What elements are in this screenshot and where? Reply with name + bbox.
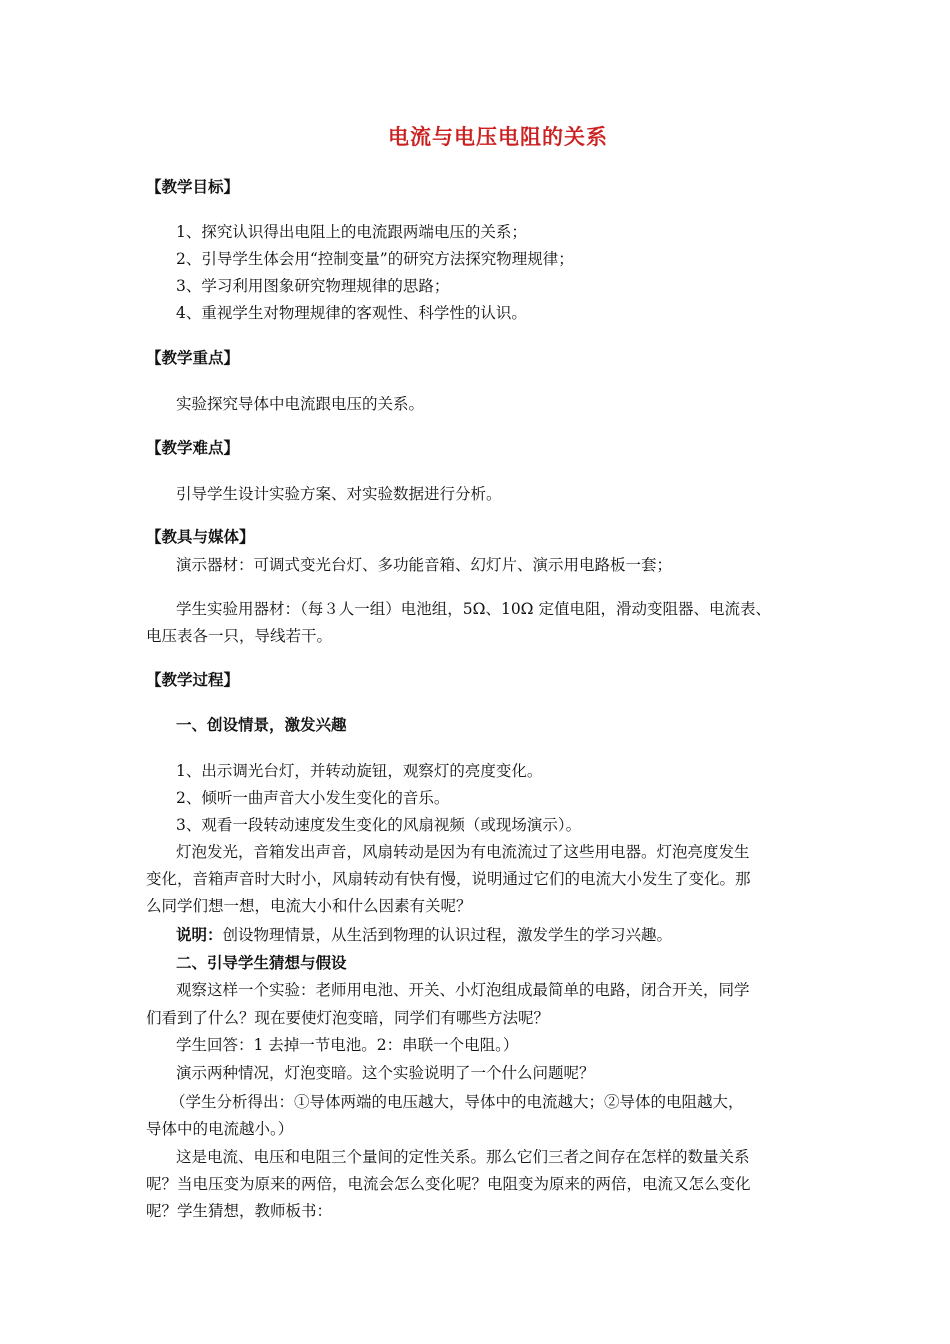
part1-item-1: 1、出示调光台灯，并转动旋钮，观察灯的亮度变化。 <box>176 762 543 780</box>
objective-item-2: 2、引导学生体会用“控制变量”的研究方法探究物理规律； <box>176 250 574 268</box>
part2-obs-line-1: 观察这样一个实验：老师用电池、开关、小灯泡组成最简单的电路，闭合开关，同学 <box>176 981 750 999</box>
objective-item-4: 4、重视学生对物理规律的客观性、科学性的认识。 <box>176 304 527 322</box>
objective-item-1: 1、探究认识得出电阻上的电流跟两端电压的关系； <box>176 223 527 241</box>
heading-key-points: 【教学重点】 <box>146 349 240 367</box>
materials-demo: 演示器材：可调式变光台灯、多功能音箱、幻灯片、演示用电路板一套； <box>176 556 673 574</box>
part2-answer: 学生回答：1 去掉一节电池。2：串联一个电阻。） <box>176 1036 519 1054</box>
part2-final-line-1: 这是电流、电压和电阻三个量间的定性关系。那么它们三者之间存在怎样的数量关系 <box>176 1148 750 1166</box>
part1-para-line-3: 么同学们想一想，电流大小和什么因素有关呢？ <box>146 897 472 915</box>
part1-para-line-1: 灯泡发光，音箱发出声音，风扇转动是因为有电流流过了这些用电器。灯泡亮度发生 <box>176 843 750 861</box>
objective-item-3: 3、学习利用图象研究物理规律的思路； <box>176 277 450 295</box>
materials-student-line-2: 电压表各一只，导线若干。 <box>146 627 333 645</box>
heading-materials: 【教具与媒体】 <box>146 528 255 546</box>
note-label: 说明： <box>176 926 223 944</box>
note-text: 创设物理情景，从生活到物理的认识过程，激发学生的学习兴趣。 <box>222 926 673 944</box>
heading-difficulties: 【教学难点】 <box>146 439 240 457</box>
part2-title: 二、引导学生猜想与假设 <box>176 954 347 972</box>
key-points-text: 实验探究导体中电流跟电压的关系。 <box>176 395 425 413</box>
heading-process: 【教学过程】 <box>146 671 240 689</box>
part1-item-3: 3、观看一段转动速度发生变化的风扇视频（或现场演示）。 <box>176 816 582 834</box>
part2-obs-line-2: 们看到了什么？现在要使灯泡变暗，同学们有哪些方法呢？ <box>146 1009 550 1027</box>
part2-final-line-3: 呢？学生猜想，教师板书： <box>146 1202 333 1220</box>
materials-student-line-1: 学生实验用器材：（每３人一组）电池组，5Ω、10Ω 定值电阻，滑动变阻器、电流表、 <box>176 600 771 618</box>
page-title: 电流与电压电阻的关系 <box>388 125 608 149</box>
part2-final-line-2: 呢？当电压变为原来的两倍，电流会怎么变化呢？电阻变为原来的两倍，电流又怎么变化 <box>146 1175 751 1193</box>
heading-objectives: 【教学目标】 <box>146 178 240 196</box>
part1-para-line-2: 变化，音箱声音时大时小，风扇转动有快有慢，说明通过它们的电流大小发生了变化。那 <box>146 870 751 888</box>
part2-analysis-line-1: （学生分析得出：①导体两端的电压越大，导体中的电流越大；②导体的电阻越大， <box>170 1093 744 1111</box>
part1-note <box>176 923 672 945</box>
part2-analysis-line-2: 导体中的电流越小。） <box>146 1120 294 1138</box>
part2-demo: 演示两种情况，灯泡变暗。这个实验说明了一个什么问题呢？ <box>176 1064 595 1082</box>
part1-item-2: 2、倾听一曲声音大小发生变化的音乐。 <box>176 789 450 807</box>
part1-title: 一、创设情景，激发兴趣 <box>176 716 347 734</box>
difficulties-text: 引导学生设计实验方案、对实验数据进行分析。 <box>176 485 502 503</box>
